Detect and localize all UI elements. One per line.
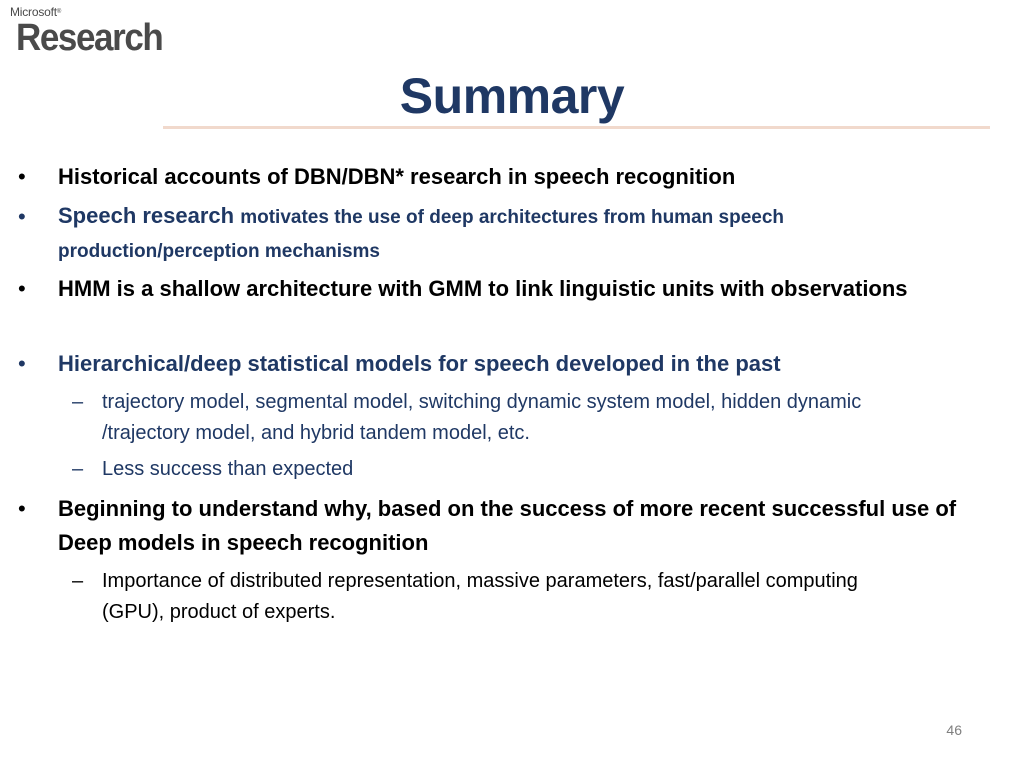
bullet-4-sub-2: Less success than expected [102,458,354,480]
bullet-marker: • [18,276,26,301]
bullet-4-sub-1: trajectory model, segmental model, switching dynamic system model, hidden dynamic /trajectory model, and hybrid tandem model, etc. [102,391,862,444]
bullet-2-text [58,200,938,268]
bullet-3-text: HMM is a shallow architecture with GMM to link linguistic units with observations [58,276,908,301]
logo-microsoft-text: Microsoft [10,5,57,19]
bullet-1-text: Historical accounts of DBN/DBN* research in speech recognition [58,164,736,189]
bullet-4-text: Hierarchical/deep statistical models for speech developed in the past [58,351,781,376]
sub-bullet-marker: – [72,458,84,480]
bullet-marker: • [18,204,26,229]
page-number: 46 [946,722,962,738]
bullet-5-text: Beginning to understand why, based on the success of more recent successful use of Deep models in speech recognition [58,496,957,555]
bullet-marker: • [18,351,26,376]
bullet-marker: • [18,164,26,189]
sub-bullet-marker: – [72,391,84,413]
microsoft-research-logo: Microsoft® Research [10,5,163,59]
bullet-2-body: motivates the use of deep architectures from human speech production/perception mechanisms [58,207,784,262]
slide-title: Summary [399,68,625,124]
sub-bullet-marker: – [72,570,84,592]
bullet-5-sub-1: Importance of distributed representation, massive parameters, fast/parallel computing (GPU), product of experts. [102,570,858,623]
bullet-2-lead: Speech research [58,203,235,228]
bullet-marker: • [18,496,26,521]
logo-research-text: Research [16,17,163,59]
